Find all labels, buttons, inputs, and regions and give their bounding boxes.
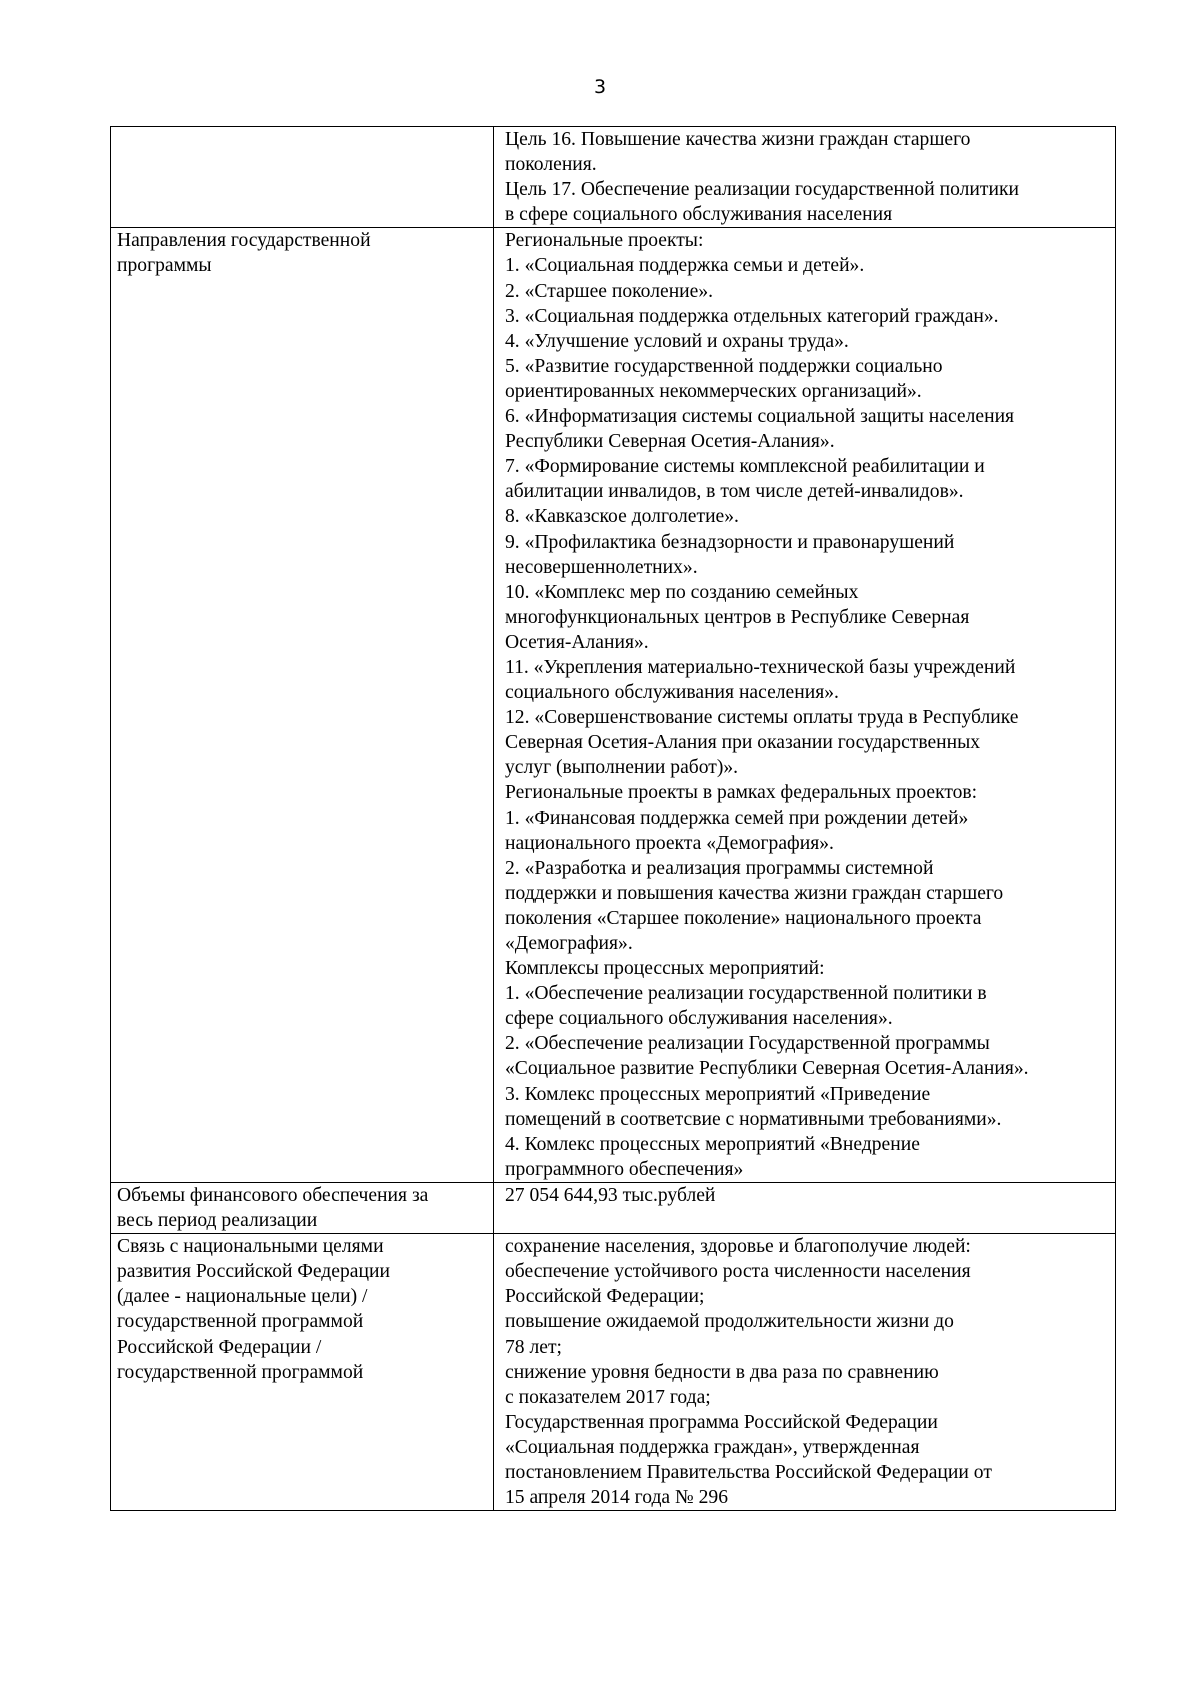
table-row (111, 1182, 1116, 1233)
value-line: Региональные проекты: (505, 230, 704, 252)
value-line: 15 апреля 2014 года № 296 (505, 1487, 729, 1509)
value-line: 5. «Развитие государственной поддержки социально (505, 355, 943, 377)
value-line: поколения «Старшее поколение» национального проекта (505, 907, 982, 929)
row-value-cell (494, 127, 1116, 228)
value-line: сохранение населения, здоровье и благополучие людей: (505, 1236, 971, 1258)
value-line: 1. «Обеспечение реализации государственной политики в (505, 983, 987, 1005)
value-line: ориентированных некоммерческих организаций». (505, 380, 922, 402)
row-label-cell (111, 1234, 494, 1511)
value-line: поддержки и повышения качества жизни граждан старшего (505, 882, 1004, 904)
value-line: программного обеспечения» (505, 1158, 744, 1180)
value-line: 11. «Укрепления материально-технической базы учреждений (505, 656, 1016, 678)
value-line: национального проекта «Демография». (505, 832, 834, 854)
value-line: 27 054 644,93 тыс.рублей (505, 1184, 716, 1206)
row-label-cell (111, 127, 494, 228)
value-line: в сфере социального обслуживания населения (505, 204, 893, 226)
value-line: Осетия-Алания». (505, 631, 649, 653)
value-line: 1. «Финансовая поддержка семей при рождении детей» (505, 807, 969, 829)
table-body (111, 127, 1116, 1511)
table-row (111, 228, 1116, 1183)
value-line: 3. Комлекс процессных мероприятий «Приведение (505, 1083, 931, 1105)
value-line: 10. «Комплекс мер по созданию семейных (505, 581, 859, 603)
value-line: 2. «Обеспечение реализации Государственной программы (505, 1033, 990, 1055)
value-line: Цель 17. Обеспечение реализации государственной политики (505, 179, 1019, 201)
table-row (111, 127, 1116, 228)
value-line: Республики Северная Осетия-Алания». (505, 431, 835, 453)
value-line: снижение уровня бедности в два раза по сравнению (505, 1361, 939, 1383)
value-line: Государственная программа Российской Федерации (505, 1411, 938, 1433)
value-line: 7. «Формирование системы комплексной реабилитации и (505, 456, 985, 478)
value-line: социального обслуживания населения». (505, 682, 839, 704)
value-line: 4. «Улучшение условий и охраны труда». (505, 330, 849, 352)
value-line: Российской Федерации; (505, 1286, 705, 1308)
value-line: 12. «Совершенствование системы оплаты труда в Республике (505, 707, 1019, 729)
value-line: поколения. (505, 154, 597, 176)
value-line: 2. «Разработка и реализация программы системной (505, 857, 934, 879)
value-line: многофункциональных центров в Республике Северная (505, 606, 970, 628)
value-line: 4. Комлекс процессных мероприятий «Внедрение (505, 1133, 920, 1155)
value-line: 2. «Старшее поколение». (505, 280, 714, 302)
value-line: с показателем 2017 года; (505, 1386, 711, 1408)
label-line: Связь с национальными целями (117, 1236, 384, 1258)
value-line: повышение ожидаемой продолжительности жизни до (505, 1311, 954, 1333)
value-line: сфере социального обслуживания населения». (505, 1008, 893, 1030)
value-line: 9. «Профилактика безнадзорности и правонарушений (505, 531, 955, 553)
row-label-cell (111, 228, 494, 1183)
table-row (111, 1234, 1116, 1511)
value-line: 3. «Социальная поддержка отдельных категорий граждан». (505, 305, 999, 327)
value-line: Северная Осетия-Алания при оказании государственных (505, 732, 981, 754)
label-line: Направления государственной (117, 230, 371, 252)
value-line: Цель 16. Повышение качества жизни граждан старшего (505, 129, 971, 150)
value-line: обеспечение устойчивого роста численности населения (505, 1261, 971, 1283)
value-line: помещений в соответсвие с нормативными требованиями». (505, 1108, 1002, 1130)
value-line: 1. «Социальная поддержка семьи и детей». (505, 255, 865, 277)
value-line: постановлением Правительства Российской Федерации от (505, 1461, 992, 1483)
value-line: «Социальная поддержка граждан», утвержденная (505, 1436, 920, 1458)
label-line: программы (117, 255, 212, 277)
value-line: 6. «Информатизация системы социальной защиты населения (505, 406, 1015, 428)
label-line: Объемы финансового обеспечения за (117, 1184, 429, 1206)
value-line: «Демография». (505, 933, 633, 954)
row-value-cell (494, 228, 1116, 1183)
program-passport-table (110, 126, 1116, 1511)
row-value-cell (494, 1234, 1116, 1511)
value-line: 8. «Кавказское долголетие». (505, 506, 739, 528)
label-line: государственной программой (117, 1311, 364, 1333)
value-line: Региональные проекты в рамках федеральных проектов: (505, 782, 978, 804)
row-label-cell (111, 1182, 494, 1233)
page-number: 3 (593, 76, 607, 98)
value-line: несовершеннолетних». (505, 556, 698, 578)
label-line: Российской Федерации / (117, 1336, 322, 1358)
value-line: услуг (выполнении работ)». (505, 757, 739, 779)
value-line: абилитации инвалидов, в том числе детей-инвалидов». (505, 481, 964, 503)
value-line: 78 лет; (505, 1336, 562, 1358)
label-line: весь период реализации (117, 1210, 318, 1232)
value-line: Комплексы процессных мероприятий: (505, 958, 825, 980)
label-line: развития Российской Федерации (117, 1261, 390, 1283)
label-line: государственной программой (117, 1361, 364, 1383)
value-line: «Социальное развитие Республики Северная Осетия-Алания». (505, 1058, 1029, 1080)
row-value-cell (494, 1182, 1116, 1233)
label-line: (далее - национальные цели) / (117, 1286, 368, 1308)
